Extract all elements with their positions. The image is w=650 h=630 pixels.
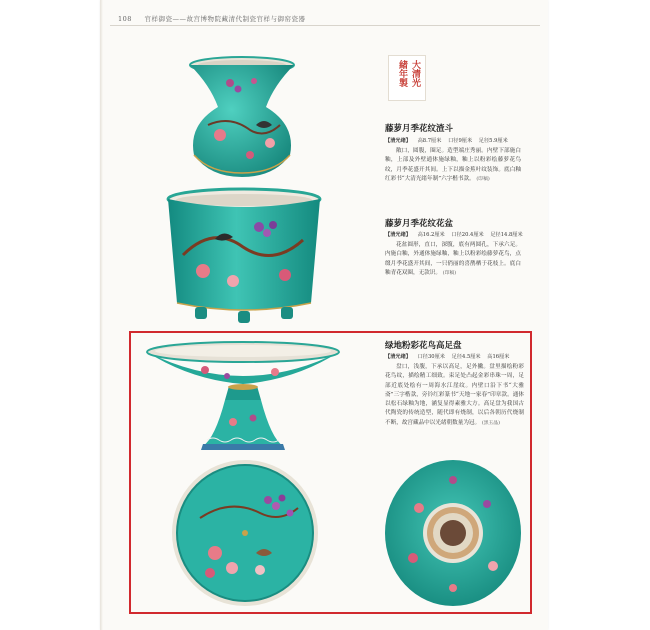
page-gutter [100, 0, 103, 630]
item-2-dim-2: 口径20.4厘米 [451, 232, 484, 238]
item-1-dynasty: 【清光绪】 [385, 138, 411, 144]
item-2-title: 藤萝月季花纹花盆 [385, 219, 454, 229]
item-2-description-text: 花盆圆形，直口，深腹，底有两圆孔，下承六足。内施白釉，外通体施绿釉，釉上以粉彩绘藤萝花鸟，点缀月季花盛开其间，一只俏丽的喜鹊栖于花枝上。底白釉青花双圈，无款识。 [385, 242, 521, 276]
item-3-credit: (黑玉晶) [481, 420, 501, 426]
item-3-description-text: 盘口，浅腹，下承以高足，足外撇。盘里描绘粉彩花鸟纹，描绘精工细致。束足处凸起金彩串珠一周，足部近底处绘有一周海水江崖纹。内壁口沿下书“大雅斋”三字楷款，旁钤红彩篆书“天地一家春”印章款。通体以松石绿釉为地，涵复显得素雅大方。高足盘为我国古代陶瓷的传统造型，随代即有烧制，以后各朝历代烧制不断，故宫藏品中以光绪朝数量为冠。 [385, 364, 524, 426]
stem-base-bottom-image [383, 458, 523, 608]
item-1-description-text: 敞口，圆腹，圈足。造型端庄秀丽。内壁下部施白釉，上部及外壁通体施绿釉，釉上以粉彩绘藤萝花鸟纹，月季花盛开其间。上下以描金蕉叶纹装饰。底白釉红彩书“大清光绪年制”六字楷书款。 [385, 148, 521, 182]
item-3-dim-1: 口径30厘米 [417, 354, 445, 360]
item-2-credit: (印稿) [442, 270, 457, 276]
item-2-dim-3: 足径14.8厘米 [490, 232, 523, 238]
item-3-dynasty: 【清光绪】 [385, 354, 411, 360]
running-header [118, 14, 306, 23]
item-2-dim-1: 高16.2厘米 [417, 232, 445, 238]
header-rule [110, 25, 540, 26]
item-1-dim-3: 足径5.9厘米 [478, 138, 508, 144]
zhadou-spittoon-image [180, 55, 305, 180]
item-2-description [385, 241, 521, 278]
item-1-dim-1: 高8.7厘米 [417, 138, 442, 144]
item-2-dynasty: 【清光绪】 [385, 232, 411, 238]
running-title: 官样御瓷——故宫博物院藏清代制瓷官样与御窑瓷器 [144, 15, 306, 23]
item-1-meta [385, 137, 513, 144]
page-number: 108 [118, 15, 132, 23]
item-1-credit: (印稿) [476, 176, 490, 182]
reign-mark-seal [388, 55, 426, 101]
seal-column-1: 大清光 [410, 60, 420, 87]
item-2-meta [385, 231, 528, 238]
item-3-title: 绿地粉彩花鸟高足盘 [385, 341, 462, 351]
item-1-dim-2: 口径9厘米 [448, 138, 473, 144]
item-1-description [385, 147, 521, 184]
seal-column-2: 緒年製 [397, 60, 407, 87]
flowerpot-image [163, 185, 325, 330]
stem-plate-side-image [145, 340, 341, 452]
item-3-dim-3: 高16厘米 [487, 354, 510, 360]
item-1-title: 藤萝月季花纹渣斗 [385, 124, 454, 134]
plate-top-view-image [170, 458, 320, 608]
item-3-dim-2: 足径4.5厘米 [451, 354, 481, 360]
